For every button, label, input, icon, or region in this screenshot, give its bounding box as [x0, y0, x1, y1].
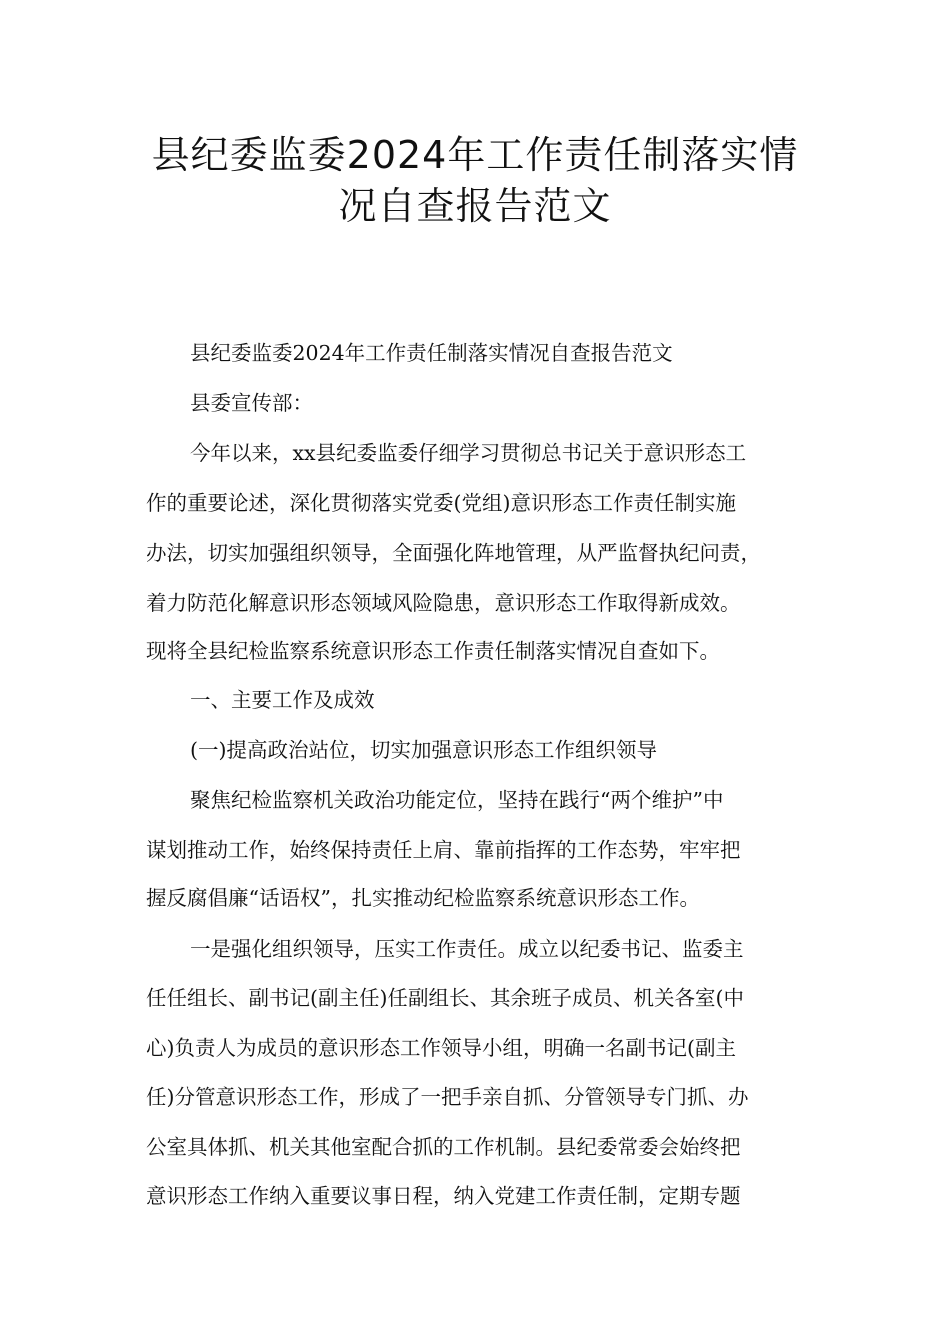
paragraph-line: 现将全县纪检监察系统意识形态工作责任制落实情况自查如下。: [146, 639, 720, 663]
section-heading: 一、主要工作及成效: [190, 688, 375, 712]
paragraph-line: 办法，切实加强组织领导，全面强化阵地管理，从严监督执纪问责，: [146, 541, 761, 565]
paragraph-line: 心)负责人为成员的意识形态工作领导小组，明确一名副书记(副主: [146, 1036, 736, 1060]
document-title-line-2: 况自查报告范文: [338, 184, 612, 228]
salutation: 县委宣传部：: [190, 391, 313, 415]
paragraph-line: 公室具体抓、机关其他室配合抓的工作机制。县纪委常委会始终把: [146, 1135, 741, 1159]
paragraph-line: 聚焦纪检监察机关政治功能定位，坚持在践行“两个维护”中: [190, 788, 724, 812]
paragraph-line: 今年以来，xx县纪委监委仔细学习贯彻总书记关于意识形态工: [190, 441, 747, 465]
paragraph-line: 一是强化组织领导，压实工作责任。成立以纪委书记、监委主: [190, 937, 744, 961]
paragraph-line: 意识形态工作纳入重要议事日程，纳入党建工作责任制，定期专题: [146, 1184, 741, 1208]
paragraph-line: 任任组长、副书记(副主任)任副组长、其余班子成员、机关各室(中: [146, 986, 744, 1010]
paragraph-line: 握反腐倡廉“话语权”，扎实推动纪检监察系统意识形态工作。: [146, 886, 700, 910]
paragraph-line: 着力防范化解意识形态领域风险隐患，意识形态工作取得新成效。: [146, 591, 741, 615]
body-heading-repeat: 县纪委监委2024年工作责任制落实情况自查报告范文: [190, 341, 673, 365]
paragraph-line: 任)分管意识形态工作，形成了一把手亲自抓、分管领导专门抓、办: [146, 1085, 749, 1109]
document-title-line-1: 县纪委监委2024年工作责任制落实情: [151, 133, 799, 177]
paragraph-line: 谋划推动工作，始终保持责任上肩、靠前指挥的工作态势，牢牢把: [146, 838, 741, 862]
subsection-heading: (一)提高政治站位，切实加强意识形态工作组织领导: [190, 738, 657, 762]
paragraph-line: 作的重要论述，深化贯彻落实党委(党组)意识形态工作责任制实施: [146, 491, 736, 515]
